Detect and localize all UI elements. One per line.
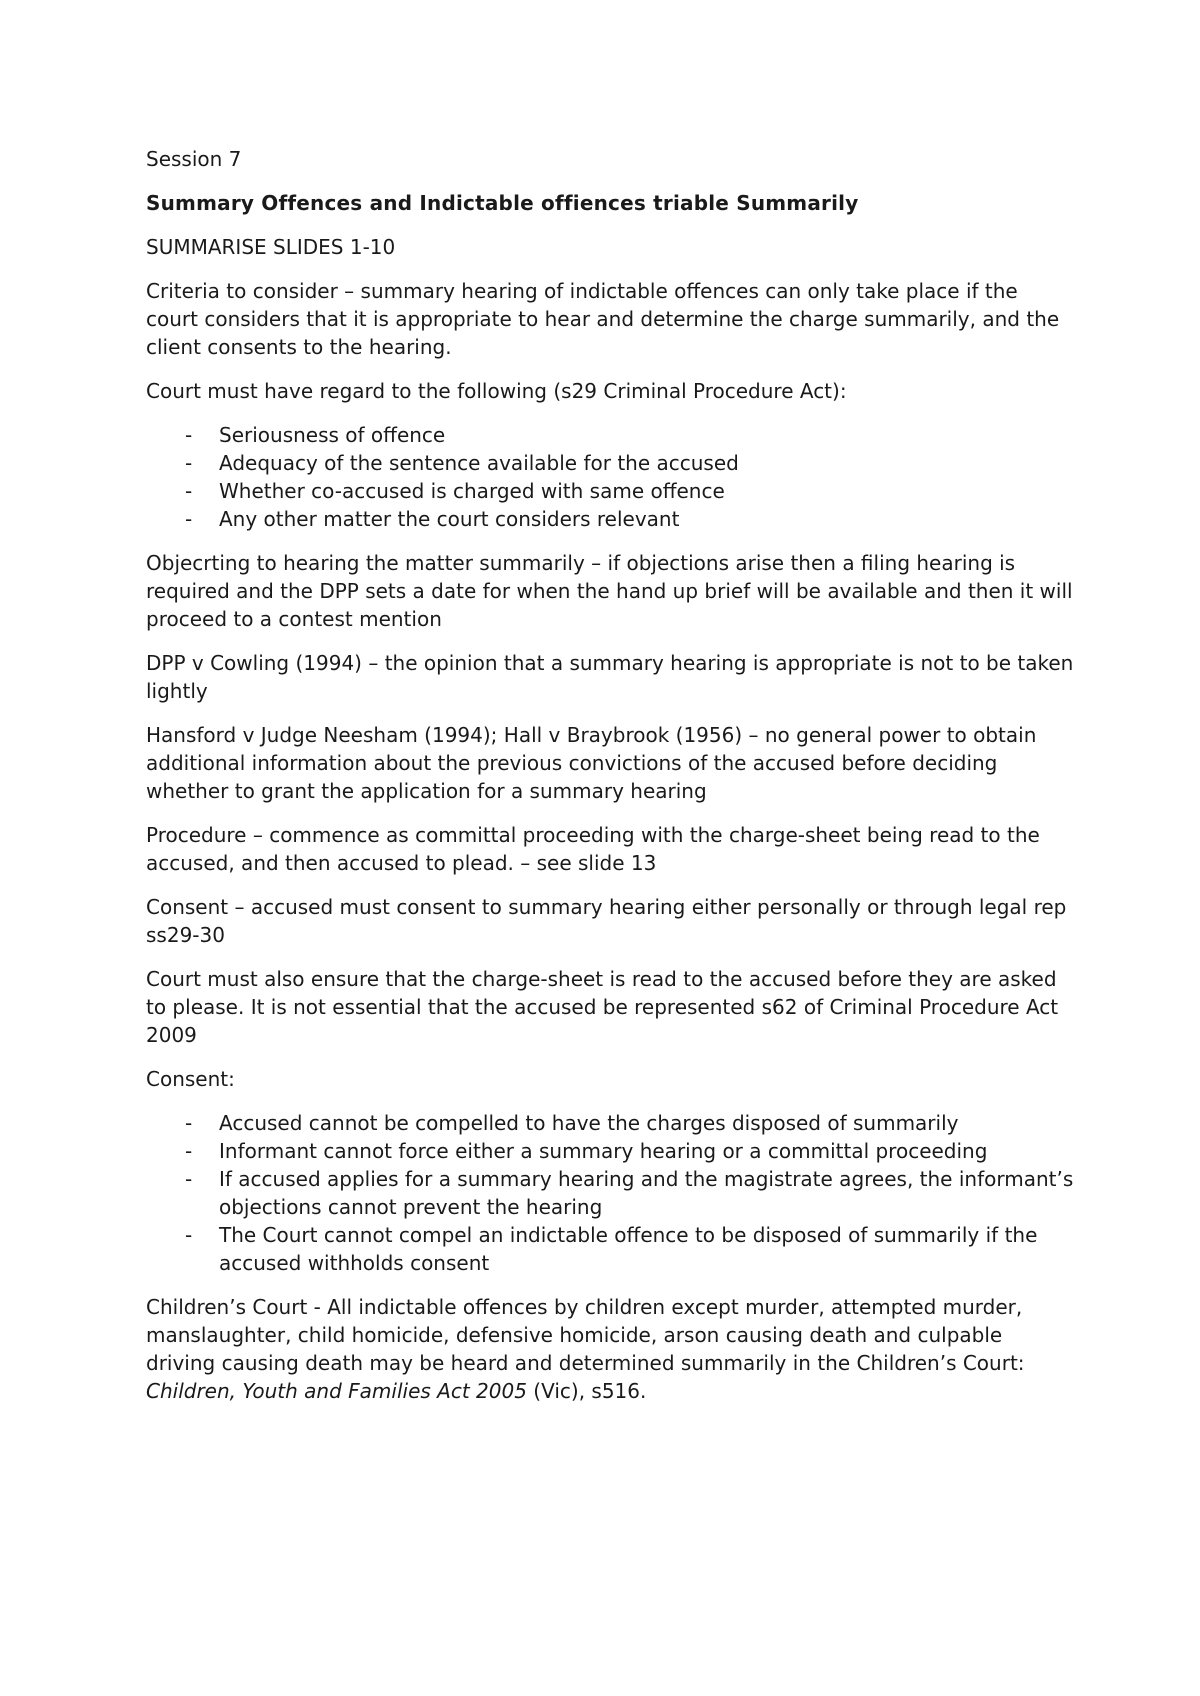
childrens-court-text: Children’s Court - All indictable offences by children except murder, attempted murder, manslaughter, child homicide, defensive homicide, arson causing death and culpable driving causing death may be heard and determined summarily in the Children’s Court: bbox=[146, 1295, 1025, 1375]
list-item-text: Whether co-accused is charged with same offence bbox=[219, 479, 725, 503]
dash-bullet: - bbox=[185, 507, 193, 531]
list-item bbox=[146, 449, 1076, 477]
dash-bullet: - bbox=[185, 1223, 193, 1247]
list-item bbox=[146, 1221, 1076, 1277]
list-item-text: Adequacy of the sentence available for the accused bbox=[219, 451, 739, 475]
document-title: Summary Offences and Indictable offiences triable Summarily bbox=[146, 191, 859, 215]
criteria-paragraph: Criteria to consider – summary hearing of indictable offences can only take place if the court considers that it is appropriate to hear and determine the charge summarily, and the client consents to the hearing. bbox=[146, 279, 1060, 359]
list-item bbox=[146, 505, 1076, 533]
procedure-paragraph: Procedure – commence as committal proceeding with the charge-sheet being read to the accused, and then accused to plead. – see slide 13 bbox=[146, 823, 1040, 875]
dpp-cowling-paragraph: DPP v Cowling (1994) – the opinion that a summary hearing is appropriate is not to be taken lightly bbox=[146, 651, 1074, 703]
dash-bullet: - bbox=[185, 451, 193, 475]
act-citation: Children, Youth and Families Act 2005 bbox=[146, 1379, 527, 1403]
court-regard-paragraph: Court must have regard to the following (s29 Criminal Procedure Act): bbox=[146, 379, 847, 403]
document-subtitle: SUMMARISE SLIDES 1-10 bbox=[146, 235, 396, 259]
childrens-court-paragraph bbox=[146, 1293, 1076, 1405]
list-item bbox=[146, 1165, 1076, 1221]
consent-rep-paragraph: Consent – accused must consent to summary hearing either personally or through legal rep ss29-30 bbox=[146, 895, 1067, 947]
list-item bbox=[146, 1137, 1076, 1165]
list-item bbox=[146, 421, 1076, 449]
list-item-text: Accused cannot be compelled to have the charges disposed of summarily bbox=[219, 1111, 959, 1135]
objecting-paragraph: Objecrting to hearing the matter summarily – if objections arise then a filing hearing is required and the DPP sets a date for when the hand up brief will be available and then it will proceed to a contest mention bbox=[146, 551, 1073, 631]
dash-bullet: - bbox=[185, 1167, 193, 1191]
list-item-text: Informant cannot force either a summary hearing or a committal proceeding bbox=[219, 1139, 988, 1163]
regard-list bbox=[146, 421, 1076, 533]
consent-label: Consent: bbox=[146, 1067, 235, 1091]
dash-bullet: - bbox=[185, 479, 193, 503]
list-item bbox=[146, 477, 1076, 505]
dash-bullet: - bbox=[185, 423, 193, 447]
list-item-text: The Court cannot compel an indictable offence to be disposed of summarily if the accused withholds consent bbox=[219, 1223, 1038, 1275]
dash-bullet: - bbox=[185, 1139, 193, 1163]
dash-bullet: - bbox=[185, 1111, 193, 1135]
session-label: Session 7 bbox=[146, 147, 242, 171]
list-item bbox=[146, 1109, 1076, 1137]
list-item-text: Seriousness of offence bbox=[219, 423, 446, 447]
consent-list bbox=[146, 1109, 1076, 1277]
court-ensure-paragraph: Court must also ensure that the charge-sheet is read to the accused before they are asked to please. It is not essential that the accused be represented s62 of Criminal Procedure Act 2009 bbox=[146, 967, 1059, 1047]
list-item-text: If accused applies for a summary hearing and the magistrate agrees, the informant’s objections cannot prevent the hearing bbox=[219, 1167, 1074, 1219]
childrens-court-tail: (Vic), s516. bbox=[526, 1379, 647, 1403]
hansford-paragraph: Hansford v Judge Neesham (1994); Hall v Braybrook (1956) – no general power to obtain additional information about the previous convictions of the accused before deciding whether to grant the application for a summary hearing bbox=[146, 723, 1037, 803]
document-body bbox=[146, 145, 1076, 1421]
list-item-text: Any other matter the court considers relevant bbox=[219, 507, 680, 531]
